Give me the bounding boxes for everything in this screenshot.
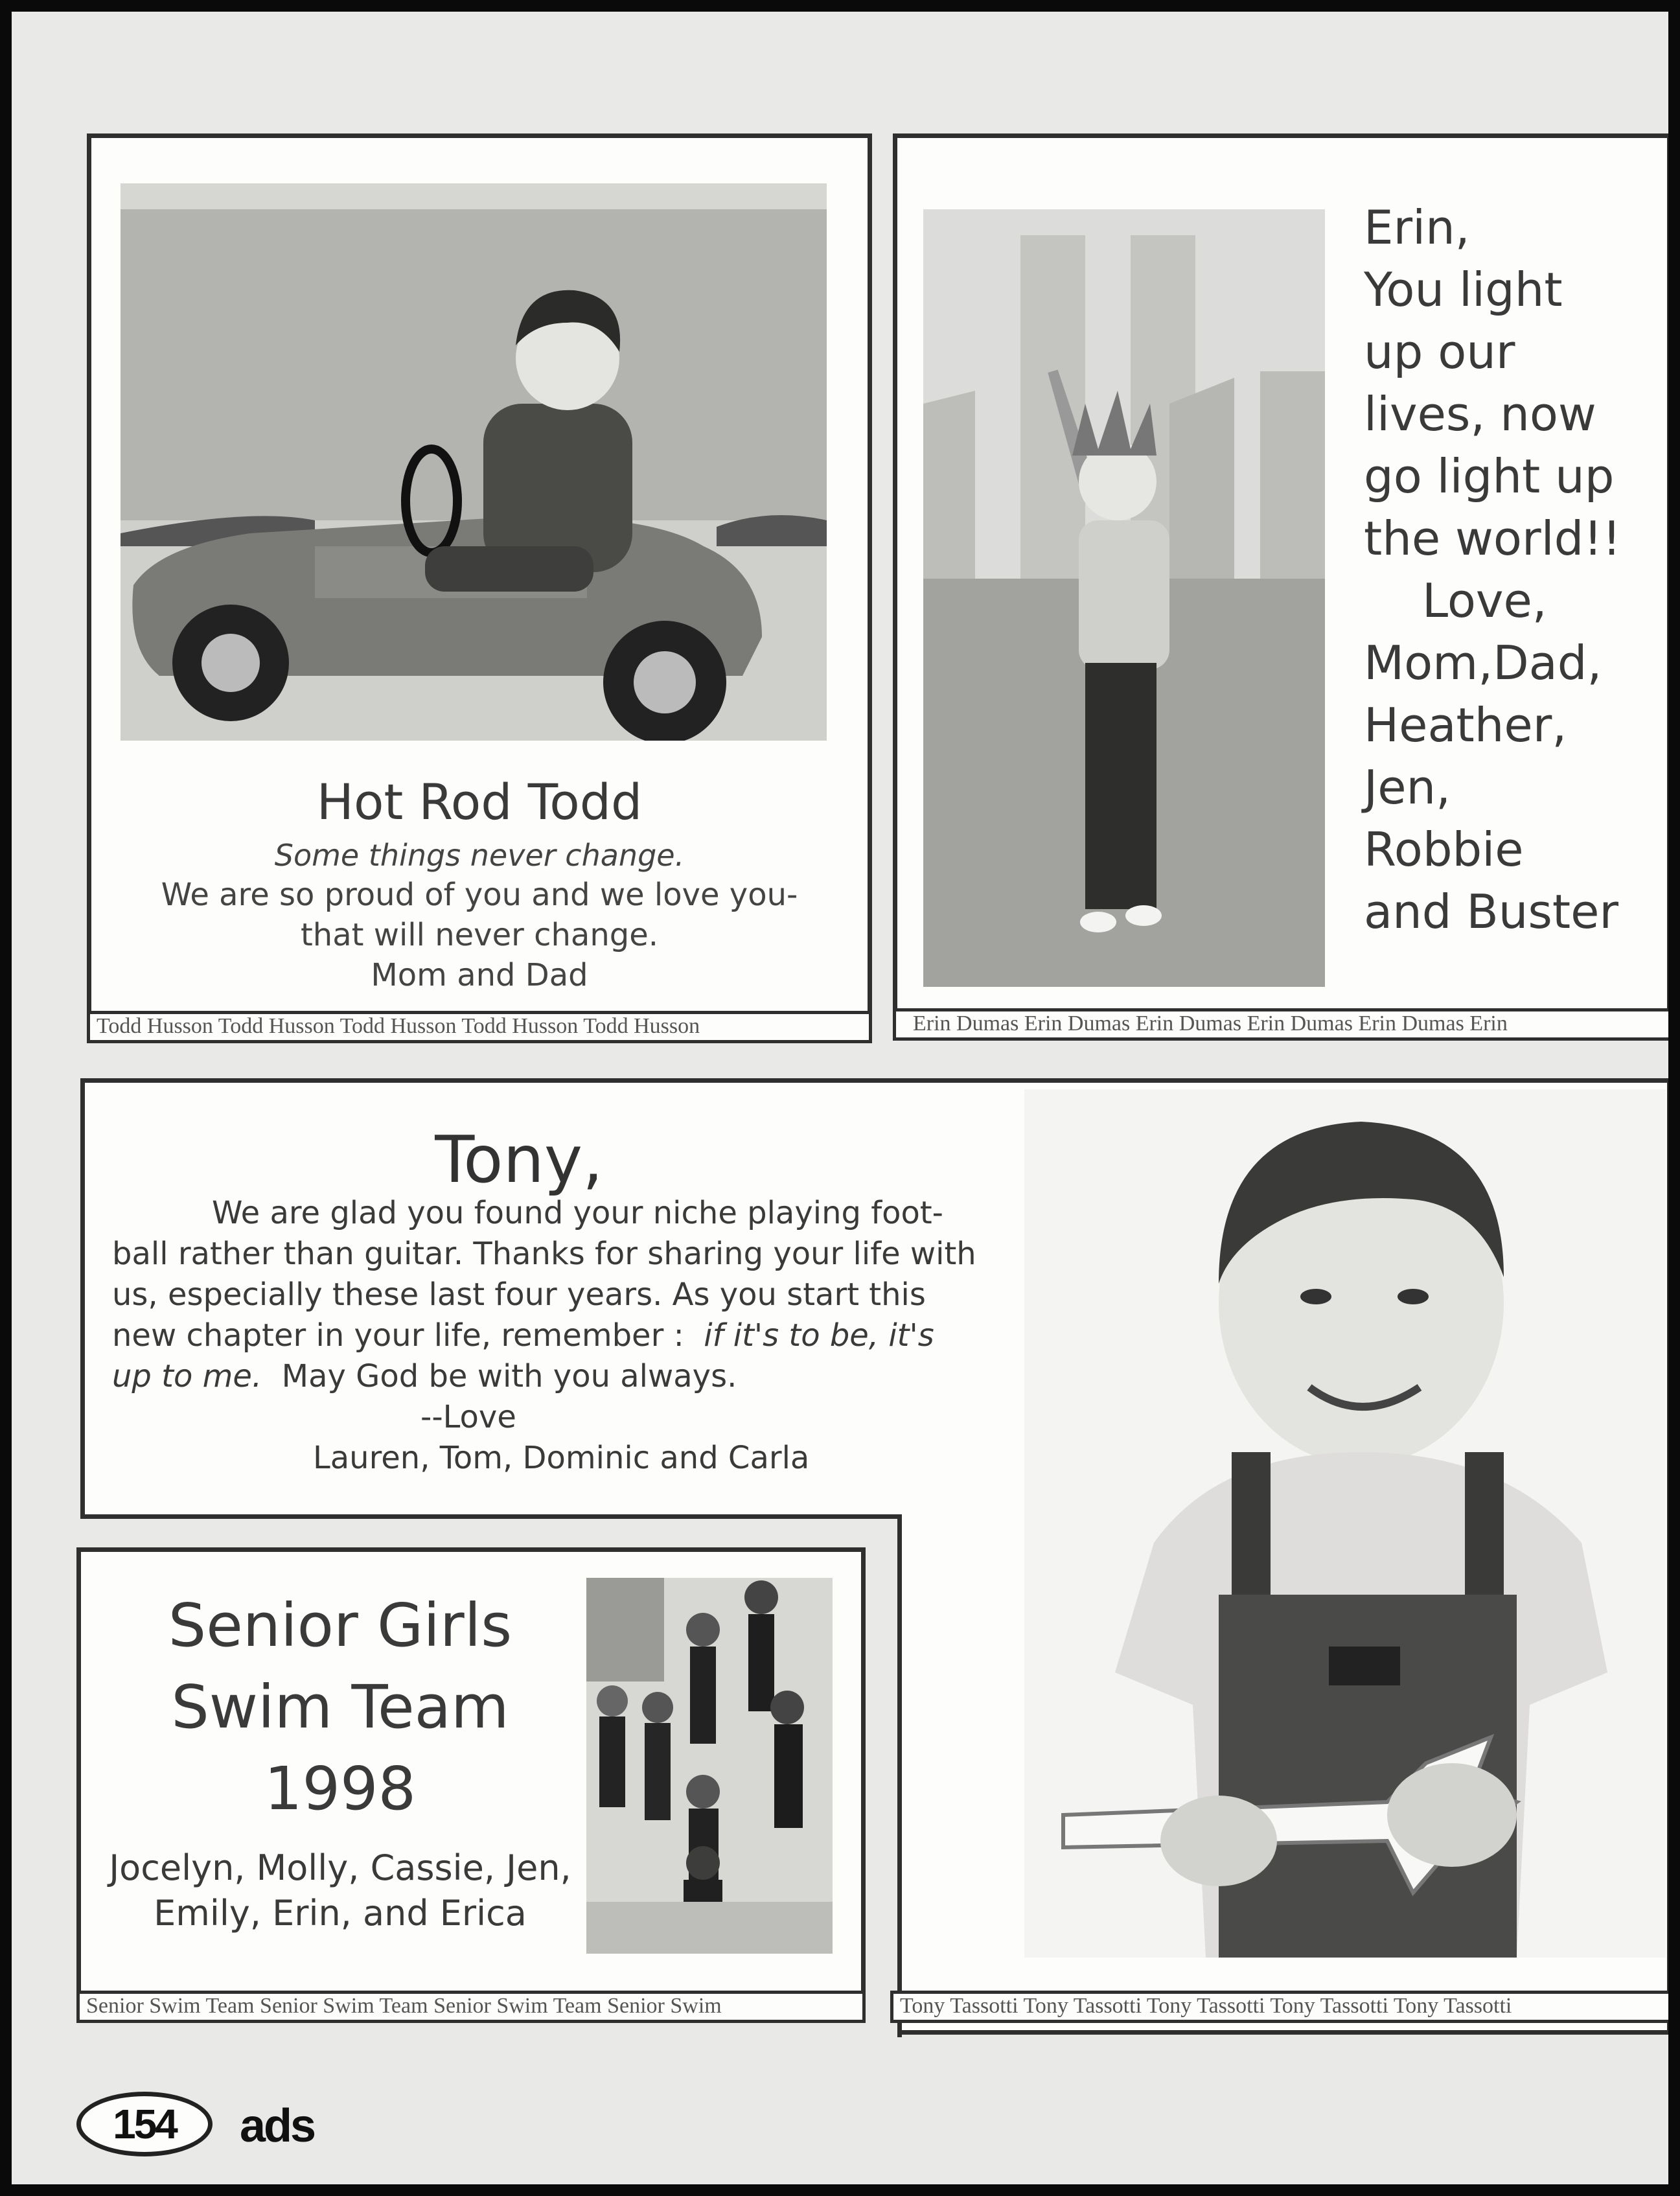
- tony-quote: if it's to be, it's: [704, 1317, 934, 1354]
- swim-names-line-2: Emily, Erin, and Erica: [154, 1893, 527, 1934]
- tony-love: --Love: [420, 1399, 516, 1435]
- todd-line-3: that will never change.: [300, 917, 659, 953]
- yearbook-page: [12, 12, 1668, 2184]
- tony-ad-notch-top: [80, 1514, 902, 1519]
- todd-title: Hot Rod Todd: [316, 773, 643, 831]
- swim-team-photo: [586, 1578, 833, 1954]
- todd-line-2: We are so proud of you and we love you-: [161, 877, 798, 913]
- todd-pedal-car-photo: [121, 183, 827, 741]
- section-label: ads: [240, 2100, 315, 2152]
- tony-closing: May God be with you always.: [281, 1358, 737, 1394]
- erin-name-strip: Erin Dumas Erin Dumas Erin Dumas Erin Dumas Erin Dumas Erin: [893, 1008, 1668, 1041]
- page-number-oval: [76, 2092, 213, 2156]
- tony-name-strip: Tony Tassotti Tony Tassotti Tony Tassotti Tony Tassotti Tony Tassotti: [890, 1991, 1668, 2023]
- erin-family-line: Robbie: [1364, 822, 1524, 877]
- erin-message-line: You light: [1364, 262, 1563, 317]
- erin-message-line: Erin,: [1364, 200, 1470, 255]
- erin-family-line: Mom,Dad,: [1364, 636, 1602, 690]
- todd-signature: Mom and Dad: [371, 957, 588, 993]
- todd-ad: [87, 133, 872, 1028]
- erin-family-line: and Buster: [1364, 884, 1619, 939]
- erin-message-line: lives, now: [1364, 387, 1596, 441]
- tony-body-line: new chapter in your life, remember :: [112, 1317, 684, 1354]
- erin-family-line: Heather,: [1364, 698, 1567, 752]
- swim-title-line-1: Senior Girls: [168, 1591, 512, 1660]
- erin-message-line: go light up: [1364, 449, 1615, 503]
- erin-family-line: Jen,: [1364, 760, 1451, 815]
- todd-photo-illustration: [121, 183, 827, 741]
- tony-body-line: us, especially these last four years. As you start this: [112, 1277, 926, 1313]
- swim-team-ad: [76, 1547, 866, 2007]
- erin-ad: [893, 133, 1668, 1028]
- page-number: 154: [113, 2101, 176, 2147]
- swim-name-strip: Senior Swim Team Senior Swim Team Senior Swim Team Senior Swim: [76, 1991, 866, 2023]
- tony-quote-end: up to me.: [112, 1358, 262, 1394]
- swim-photo-illustration: [586, 1578, 833, 1954]
- tony-ad-notch-edge: [897, 1519, 902, 2037]
- erin-message-line: the world!!: [1364, 511, 1622, 566]
- swim-year: 1998: [264, 1754, 417, 1823]
- erin-statue-of-liberty-photo: [923, 209, 1325, 987]
- erin-message: [1364, 196, 1668, 943]
- tony-body-line: ball rather than guitar. Thanks for sharing your life with: [112, 1236, 976, 1272]
- swim-names-line-1: Jocelyn, Molly, Cassie, Jen,: [109, 1847, 571, 1888]
- erin-message-line: up our: [1364, 325, 1515, 379]
- todd-name-strip: Todd Husson Todd Husson Todd Husson Todd Husson Todd Husson: [87, 1011, 872, 1043]
- tony-body-line: We are glad you found your niche playing foot-: [212, 1195, 943, 1231]
- tony-toy-guitar-photo: [1024, 1089, 1666, 1958]
- todd-line-1: Some things never change.: [274, 838, 685, 873]
- swim-title-line-2: Swim Team: [171, 1672, 509, 1742]
- erin-photo-illustration: [923, 209, 1325, 987]
- tony-photo-illustration: [1024, 1089, 1666, 1958]
- erin-love: Love,: [1422, 573, 1547, 628]
- tony-message: [112, 1193, 993, 1479]
- tony-title: Tony,: [435, 1122, 603, 1197]
- tony-signature: Lauren, Tom, Dominic and Carla: [313, 1440, 810, 1476]
